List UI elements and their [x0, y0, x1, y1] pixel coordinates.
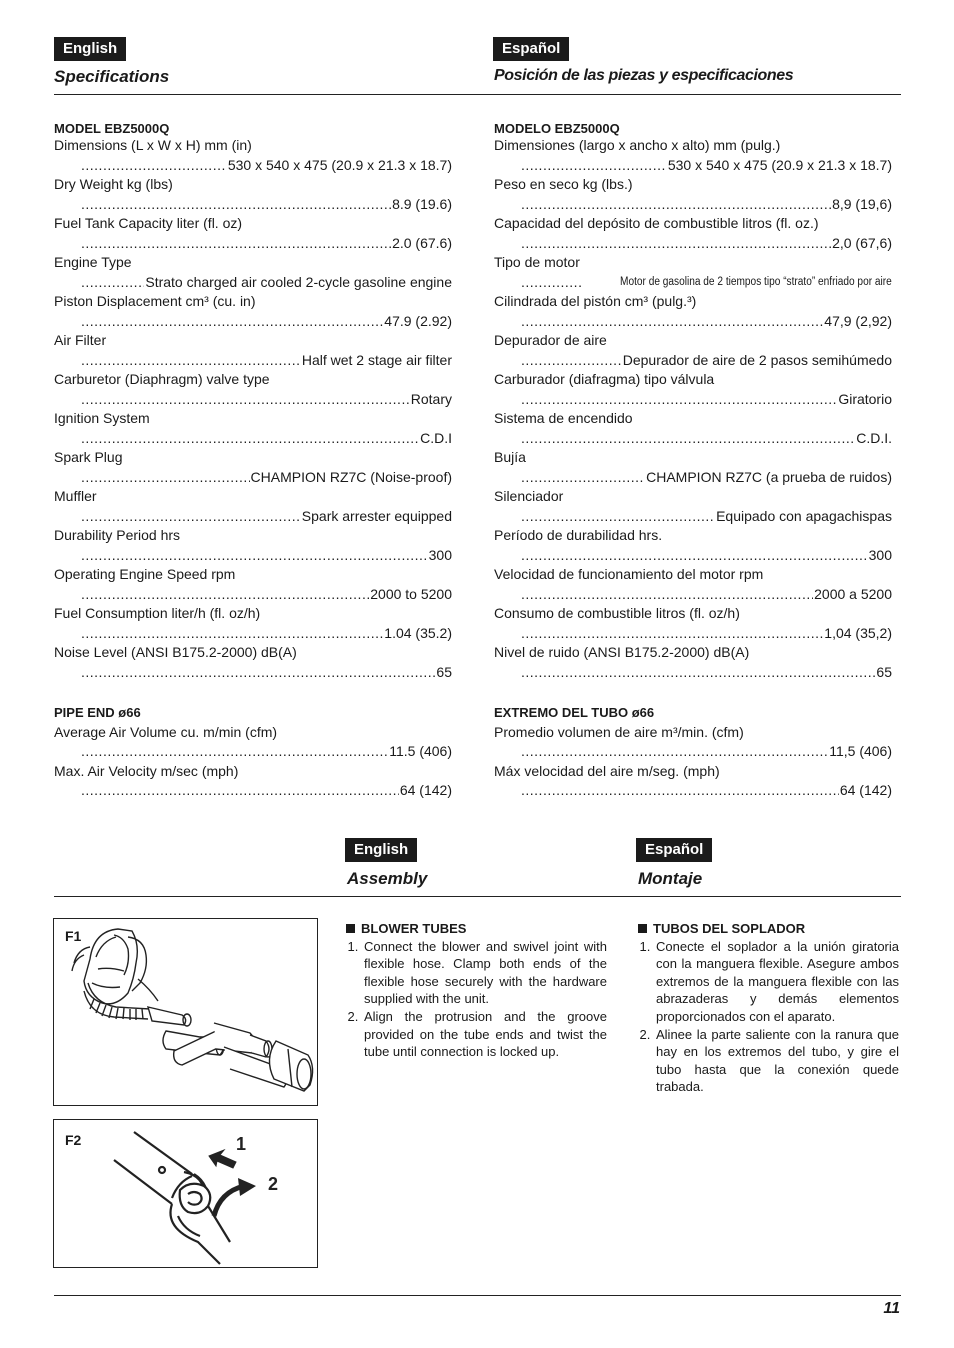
assembly-title: Assembly — [347, 869, 428, 888]
spec-label: Durability Period hrs — [54, 527, 181, 543]
spec-value: C.D.I. — [856, 429, 892, 446]
dot-leader — [521, 781, 839, 801]
spec-value-row — [54, 507, 452, 527]
spec-value-row — [54, 546, 452, 566]
spec-value-row — [494, 351, 892, 371]
spec-value-row — [54, 351, 452, 371]
spec-value: 47.9 (2.92) — [384, 312, 452, 329]
spec-value-row — [494, 156, 892, 176]
spec-value-row — [494, 663, 892, 683]
dot-leader — [521, 195, 831, 215]
model-heading: MODEL EBZ5000Q — [54, 121, 170, 136]
dot-leader — [81, 351, 301, 371]
spec-value: 530 x 540 x 475 (20.9 x 21.3 x 18.7) — [667, 156, 892, 173]
footer-divider — [54, 1295, 901, 1296]
spec-value-row — [494, 429, 892, 449]
spec-label: Average Air Volume cu. m/min (cfm) — [54, 723, 278, 740]
assembly-instructions-english — [346, 920, 607, 1061]
spec-value-row — [54, 390, 452, 410]
spec-value-row — [494, 624, 892, 644]
spec-value-row — [494, 312, 892, 332]
spec-label: Tipo de motor — [494, 254, 580, 270]
spec-label: Air Filter — [54, 332, 107, 348]
dot-leader — [521, 546, 868, 566]
spec-value-row — [494, 468, 892, 488]
spec-label: Depurador de aire — [494, 332, 607, 348]
language-tab-espanol: Español — [493, 37, 569, 61]
spec-value-row — [54, 195, 452, 215]
dot-leader — [521, 468, 645, 488]
spec-value: 11.5 (406) — [389, 743, 452, 759]
assembly-step: 2. Alinee la parte saliente con la ranura que hay en los extremos del tubo, y gire el tubo hasta que la conexión quede trabada. — [654, 1026, 899, 1096]
dot-leader — [81, 468, 250, 488]
spec-value-row — [494, 585, 892, 605]
dot-leader — [81, 507, 301, 527]
spec-value-row — [54, 156, 452, 176]
dot-leader — [81, 624, 383, 644]
figure-f1 — [53, 918, 318, 1106]
dot-leader — [521, 390, 837, 410]
page-number: 11 — [883, 1300, 900, 1317]
dot-leader — [81, 156, 227, 176]
dot-leader — [521, 234, 831, 254]
dot-leader — [521, 507, 715, 527]
assembly-tab-english: English — [345, 838, 417, 862]
spec-label: Fuel Tank Capacity liter (fl. oz) — [54, 215, 243, 231]
dot-leader — [521, 742, 828, 762]
model-heading: MODELO EBZ5000Q — [494, 121, 620, 136]
spec-label: Dry Weight kg (lbs) — [54, 176, 173, 192]
spec-label: Fuel Consumption liter/h (fl. oz/h) — [54, 605, 261, 621]
spec-value: 1,04 (35,2) — [824, 624, 892, 641]
spec-value-row — [54, 781, 452, 801]
spec-value-row — [54, 468, 452, 488]
tube-twist-illustration — [54, 1120, 317, 1267]
spec-value: Spark arrester equipped — [301, 507, 452, 524]
spec-label: Cilindrada del pistón cm³ (pulg.³) — [494, 293, 697, 309]
spec-label: Nivel de ruido (ANSI B175.2-2000) dB(A) — [494, 644, 750, 660]
dot-leader — [521, 429, 855, 449]
tubos-soplador-heading: TUBOS DEL SOPLADOR — [638, 920, 899, 938]
spec-label: Carburetor (Diaphragm) valve type — [54, 371, 270, 387]
dot-leader — [521, 585, 813, 605]
specifications-title: Specifications — [54, 67, 170, 86]
spec-value: 300 — [428, 546, 452, 563]
spec-value-row — [494, 507, 892, 527]
spec-label: Carburador (diafragma) tipo válvula — [494, 371, 715, 387]
dot-leader — [81, 781, 399, 801]
bullet-square-icon — [346, 924, 355, 933]
spec-label: Dimensiones (largo x ancho x alto) mm (pulg.) — [494, 137, 781, 153]
spec-value: 300 — [868, 546, 892, 563]
blower-tubes-heading: BLOWER TUBES — [346, 920, 607, 938]
specs-column-espanol — [494, 116, 892, 801]
spec-value: C.D.I — [420, 429, 452, 446]
spec-label: Bujía — [494, 449, 526, 465]
dot-leader — [81, 234, 391, 254]
spec-label: Velocidad de funcionamiento del motor rpm — [494, 566, 764, 582]
spec-value-row — [54, 312, 452, 332]
figure-f1-label: F1 — [65, 928, 82, 944]
assembly-divider — [54, 896, 901, 897]
f2-step-1-label: 1 — [236, 1134, 247, 1154]
blower-hose-illustration — [54, 919, 317, 1105]
dot-leader — [81, 312, 383, 332]
spec-label: Capacidad del depósito de combustible litros (fl. oz.) — [494, 215, 819, 231]
dot-leader — [81, 663, 435, 683]
spec-label: Período de durabilidad hrs. — [494, 527, 663, 543]
spec-value: Equipado con apagachispas — [716, 507, 892, 524]
pipe-end-heading: PIPE END ø66 — [54, 705, 141, 720]
spec-value-row — [54, 429, 452, 449]
spec-label: Consumo de combustible litros (fl. oz/h) — [494, 605, 740, 621]
spec-label: Peso en seco kg (lbs.) — [494, 176, 633, 192]
montaje-title: Montaje — [638, 869, 703, 888]
dot-leader — [521, 663, 875, 683]
spec-value: 2000 a 5200 — [814, 585, 892, 602]
spec-value: 47,9 (2,92) — [824, 312, 892, 329]
dot-leader — [81, 585, 369, 605]
spec-label: Noise Level (ANSI B175.2-2000) dB(A) — [54, 644, 297, 660]
spec-label: Sistema de encendido — [494, 410, 633, 426]
spec-value: Motor de gasolina de 2 tiempos tipo “strato” enfriado por aire — [620, 275, 892, 288]
spec-label: Max. Air Velocity m/sec (mph) — [54, 762, 239, 779]
assembly-step: 2. Align the protrusion and the groove provided on the tube ends and twist the tube until connection is locked up. — [362, 1008, 607, 1061]
spec-value: 64 (142) — [839, 782, 892, 798]
spec-value: 2000 to 5200 — [370, 585, 452, 602]
language-tab-english: English — [54, 37, 126, 61]
f2-step-2-label: 2 — [268, 1174, 279, 1194]
spec-value: CHAMPION RZ7C (a prueba de ruidos) — [646, 468, 892, 485]
assembly-step: 1. Connect the blower and swivel joint with flexible hose. Clamp both ends of the flexible hose securely with the hardware supplied with the unit. — [362, 938, 607, 1008]
spec-value: 11,5 (406) — [829, 743, 892, 759]
spec-value-row — [494, 195, 892, 215]
figure-f2 — [53, 1119, 318, 1268]
spec-value: Rotary — [410, 390, 452, 407]
spec-value: 65 — [876, 663, 892, 680]
spacer — [54, 682, 452, 703]
figure-f2-label: F2 — [65, 1132, 82, 1148]
spec-value: 8.9 (19.6) — [392, 195, 452, 212]
spec-value-row — [494, 742, 892, 762]
specs-column-english — [54, 116, 452, 801]
spec-value-row — [54, 585, 452, 605]
spec-label: Promedio volumen de aire m³/min. (cfm) — [494, 723, 744, 740]
spec-value: Half wet 2 stage air filter — [301, 351, 452, 368]
spec-value-row — [54, 273, 452, 293]
spec-label: Spark Plug — [54, 449, 123, 465]
spec-value: 8,9 (19,6) — [832, 195, 892, 212]
dot-leader — [521, 273, 582, 293]
pipe-end-heading: EXTREMO DEL TUBO ø66 — [494, 705, 655, 720]
dot-leader — [81, 273, 144, 293]
assembly-instructions-espanol — [638, 920, 899, 1096]
dot-leader — [81, 429, 419, 449]
assembly-step: 1. Conecte el soplador a la unión giratoria con la manguera flexible. Asegure ambos extremos de la manguera flexible con las abrazaderas y demás elementos proporcionados con el aparato. — [654, 938, 899, 1026]
spec-value: 65 — [436, 663, 452, 680]
dot-leader — [521, 312, 823, 332]
spec-value: 2,0 (67,6) — [832, 234, 892, 251]
spec-label: Operating Engine Speed rpm — [54, 566, 236, 582]
header-divider — [54, 94, 901, 95]
spec-value: 1.04 (35.2) — [384, 624, 452, 641]
assembly-tab-espanol: Español — [636, 838, 712, 862]
spec-value: 530 x 540 x 475 (20.9 x 21.3 x 18.7) — [227, 156, 452, 173]
spec-label: Ignition System — [54, 410, 150, 426]
spec-value-row — [494, 273, 892, 293]
dot-leader — [81, 742, 388, 762]
spec-label: Muffler — [54, 488, 97, 504]
spec-value-row — [54, 624, 452, 644]
spec-value-row — [494, 390, 892, 410]
spacer — [494, 682, 892, 703]
spec-label: Piston Displacement cm³ (cu. in) — [54, 293, 256, 309]
dot-leader — [521, 351, 622, 371]
bullet-square-icon — [638, 924, 647, 933]
spec-value-row — [54, 742, 452, 762]
spec-label: Máx velocidad del aire m/seg. (mph) — [494, 762, 720, 779]
spec-value: Depurador de aire de 2 pasos semihúmedo — [622, 351, 892, 368]
spec-label: Dimensions (L x W x H) mm (in) — [54, 137, 252, 153]
spec-label: Silenciador — [494, 488, 564, 504]
spec-value-row — [54, 663, 452, 683]
spec-value-row — [494, 781, 892, 801]
spec-value: Strato charged air cooled 2-cycle gasoline engine — [145, 273, 452, 290]
spec-value: 2.0 (67.6) — [392, 234, 452, 251]
especificaciones-title: Posición de las piezas y especificaciones — [494, 67, 794, 84]
dot-leader — [81, 195, 391, 215]
spec-value: Giratorio — [838, 390, 892, 407]
spec-value-row — [494, 546, 892, 566]
dot-leader — [81, 546, 428, 566]
spec-value-row — [54, 234, 452, 254]
spec-value: 64 (142) — [399, 782, 452, 798]
dot-leader — [521, 624, 823, 644]
spec-value: CHAMPION RZ7C (Noise-proof) — [250, 468, 452, 485]
spec-label: Engine Type — [54, 254, 132, 270]
spec-value-row — [494, 234, 892, 254]
dot-leader — [81, 390, 410, 410]
dot-leader — [521, 156, 667, 176]
